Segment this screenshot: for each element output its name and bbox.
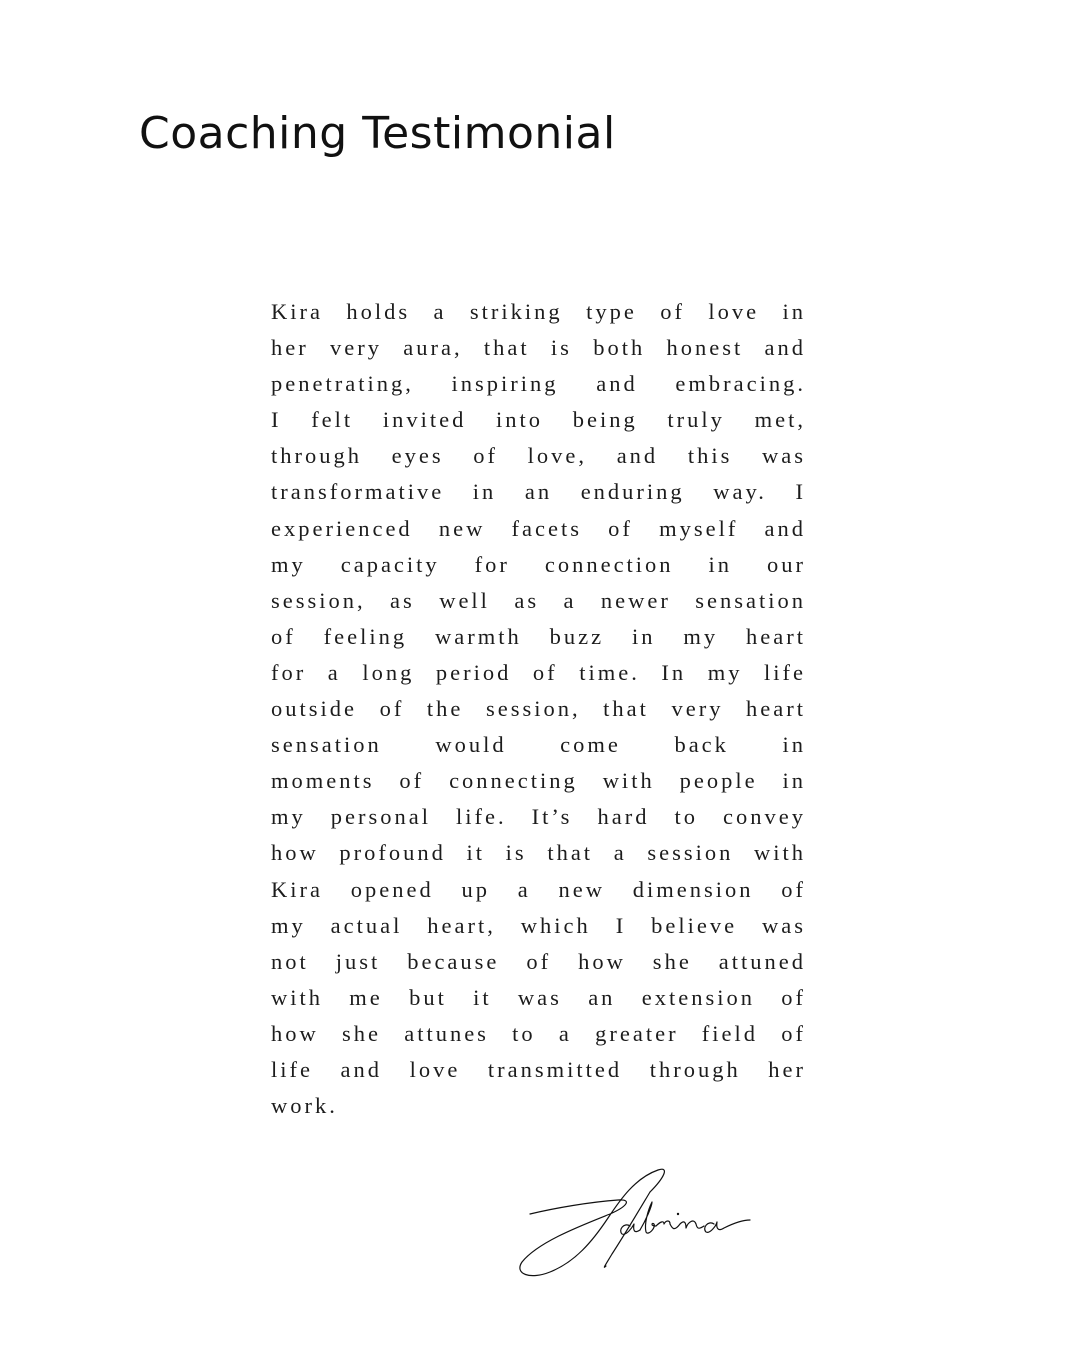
testimonial-line: penetrating, inspiring and embracing. [271, 371, 806, 397]
testimonial-line: my actual heart, which I believe was [271, 912, 806, 938]
signature-stroke [621, 1224, 640, 1234]
signature-stroke [656, 1221, 670, 1226]
testimonial-line: session, as well as a newer sensation [271, 587, 806, 613]
testimonial-line: outside of the session, that very heart [271, 696, 806, 722]
page-title: Coaching Testimonial [139, 108, 616, 159]
testimonial-line: how profound it is that a session with [271, 840, 806, 866]
testimonial-line: my personal life. It’s hard to convey [271, 804, 806, 830]
signature-stroke [520, 1169, 665, 1275]
testimonial-line: of feeling warmth buzz in my heart [271, 623, 806, 649]
testimonial-line: Kira opened up a new dimension of [271, 876, 806, 902]
testimonial-line: with me but it was an extension of [271, 984, 806, 1010]
testimonial-text [271, 294, 806, 1124]
testimonial-line: experienced new facets of myself and [271, 515, 806, 541]
signature-stroke [670, 1224, 680, 1229]
testimonial-line: her very aura, that is both honest and [271, 335, 806, 361]
signature-stroke [604, 1192, 650, 1267]
testimonial-line: moments of connecting with people in [271, 768, 806, 794]
testimonial-line: my capacity for connection in our [271, 551, 806, 577]
testimonial-line: not just because of how she attuned [271, 948, 806, 974]
signature-dot [677, 1213, 679, 1215]
signature-stroke [680, 1221, 704, 1228]
signature-stroke [640, 1202, 656, 1233]
testimonial-line: sensation would come back in [271, 732, 806, 758]
testimonial-line: for a long period of time. In my life [271, 659, 806, 685]
testimonial-line: work. [271, 1093, 338, 1119]
testimonial-line: how she attunes to a greater field of [271, 1020, 806, 1046]
testimonial-line: Kira holds a striking type of love in [271, 299, 806, 324]
testimonial-line: life and love transmitted through her [271, 1056, 806, 1082]
testimonial-line: I felt invited into being truly met, [271, 407, 806, 433]
testimonial-line: through eyes of love, and this was [271, 443, 806, 469]
signature-stroke [705, 1220, 750, 1232]
testimonial-line: transformative in an enduring way. I [271, 479, 806, 505]
signature-icon [510, 1162, 770, 1292]
